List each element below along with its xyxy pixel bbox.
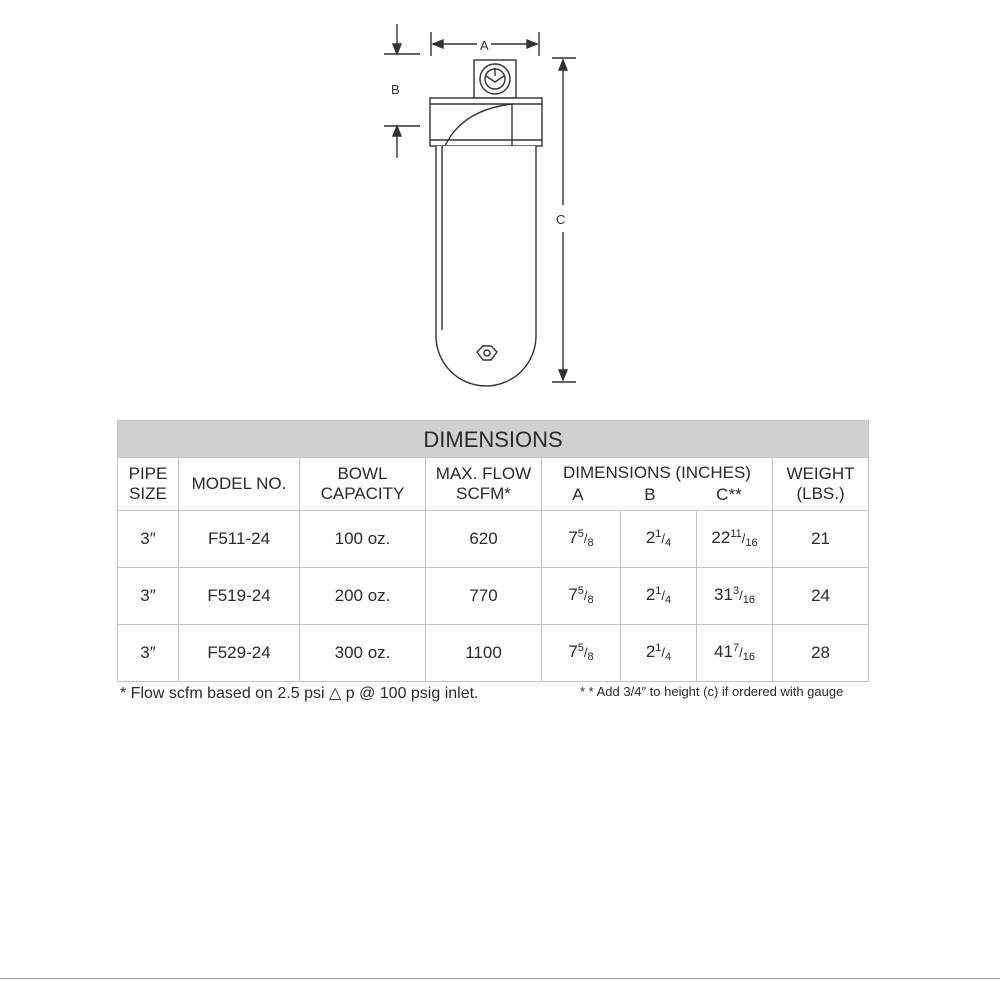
header-dimensions: DIMENSIONS (INCHES) A B C** — [542, 458, 773, 511]
header-weight: WEIGHT (LBS.) — [773, 458, 869, 511]
dimensions-table — [117, 420, 869, 682]
dimension-b-label: B — [391, 82, 400, 97]
filter-head — [430, 98, 542, 146]
table-title: DIMENSIONS — [118, 421, 869, 458]
cell-weight: 24 — [773, 568, 869, 625]
flow-footnote: * Flow scfm based on 2.5 psi △ p @ 100 psig inlet. — [120, 685, 479, 702]
cell-model-no: F529-24 — [179, 625, 300, 682]
header-dim-b: B — [644, 485, 656, 504]
height-footnote: * * Add 3/4″ to height (c) if ordered with gauge — [580, 684, 844, 699]
table-row — [118, 625, 869, 682]
cell-max-flow: 620 — [426, 511, 542, 568]
header-bowl-capacity: BOWL CAPACITY — [300, 458, 426, 511]
cell-dim-b: $2^1/4$ — [621, 625, 697, 682]
cell-dim-c: $41^7/16$ — [697, 625, 773, 682]
cell-pipe-size: 3″ — [118, 625, 179, 682]
dimension-c-label: C — [556, 212, 566, 227]
header-max-flow: MAX. FLOW SCFM* — [426, 458, 542, 511]
header-model-no: MODEL NO. — [179, 458, 300, 511]
cell-pipe-size: 3″ — [118, 511, 179, 568]
cell-dim-a: $7^5/8$ — [542, 568, 621, 625]
cell-dim-a: $7^5/8$ — [542, 625, 621, 682]
gauge-icon — [474, 60, 516, 98]
table-row — [118, 511, 869, 568]
cell-dim-b: $2^1/4$ — [621, 511, 697, 568]
dimension-a-label: A — [480, 38, 489, 53]
bottom-divider — [0, 978, 1000, 979]
dimension-b-line — [384, 24, 420, 158]
filter-dimension-diagram — [0, 0, 1000, 410]
header-dim-a: A — [572, 485, 584, 504]
cell-bowl-capacity: 100 oz. — [300, 511, 426, 568]
cell-bowl-capacity: 200 oz. — [300, 568, 426, 625]
cell-model-no: F519-24 — [179, 568, 300, 625]
cell-max-flow: 1100 — [426, 625, 542, 682]
table-row — [118, 568, 869, 625]
cell-model-no: F511-24 — [179, 511, 300, 568]
cell-dim-b: $2^1/4$ — [621, 568, 697, 625]
cell-weight: 21 — [773, 511, 869, 568]
cell-pipe-size: 3″ — [118, 568, 179, 625]
header-dim-c: C** — [716, 485, 742, 504]
cell-max-flow: 770 — [426, 568, 542, 625]
cell-dim-a: $7^5/8$ — [542, 511, 621, 568]
cell-weight: 28 — [773, 625, 869, 682]
cell-bowl-capacity: 300 oz. — [300, 625, 426, 682]
header-pipe-size: PIPE SIZE — [118, 458, 179, 511]
cell-dim-c: $31^3/16$ — [697, 568, 773, 625]
cell-dim-c: $22^{11}/16$ — [697, 511, 773, 568]
